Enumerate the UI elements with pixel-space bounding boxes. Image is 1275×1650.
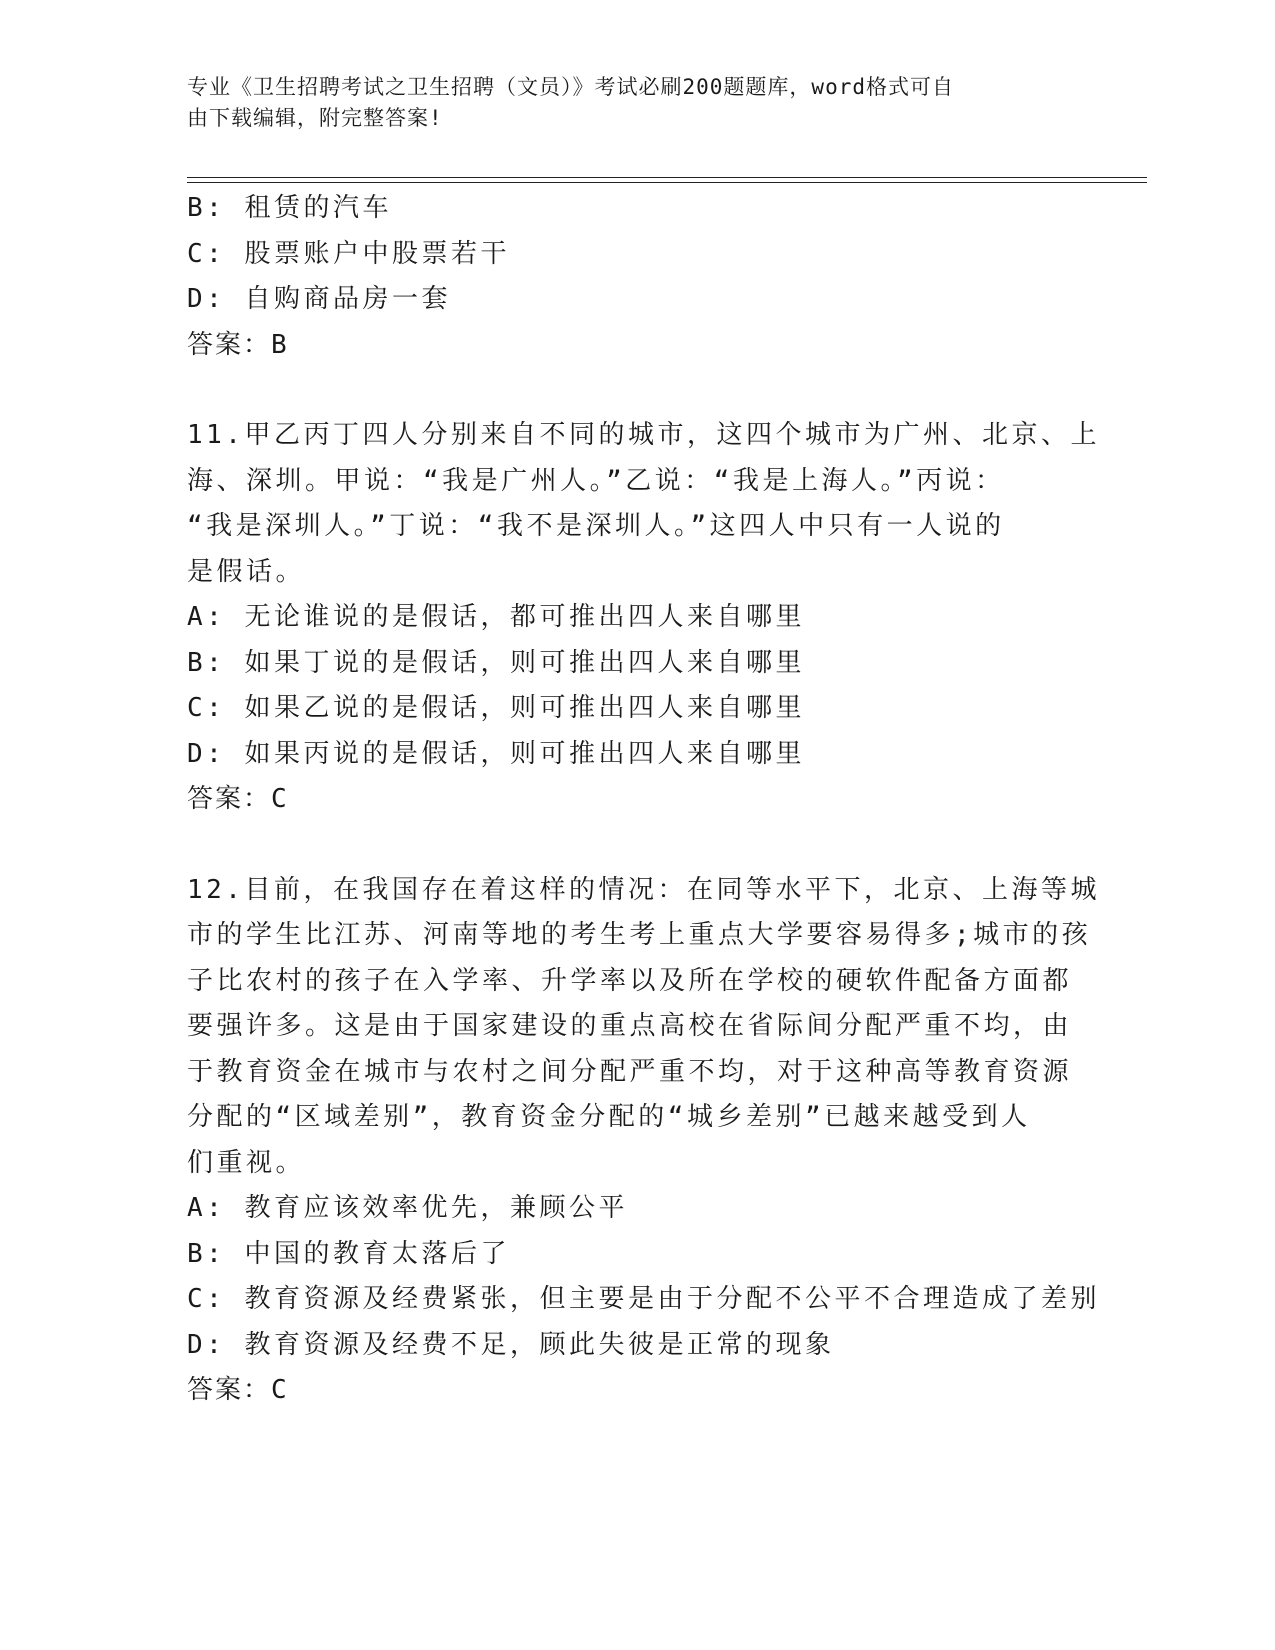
header-line-1: 专业《卫生招聘考试之卫生招聘（文员）》考试必刷200题题库，word格式可自: [187, 75, 954, 99]
question-stem-line: 于教育资金在城市与农村之间分配严重不均，对于这种高等教育资源: [187, 1056, 1073, 1087]
option-b: B: 如果丁说的是假话，则可推出四人来自哪里: [187, 647, 805, 678]
option-a: A: 无论谁说的是假话，都可推出四人来自哪里: [187, 602, 805, 632]
question-stem-line: 海、深圳。甲说：“我是广州人。”乙说：“我是上海人。”丙说：: [187, 465, 1005, 496]
header-divider-top: [187, 177, 1147, 178]
question-stem-line: 要强许多。这是由于国家建设的重点高校在省际间分配严重不均，由: [187, 1011, 1073, 1041]
option-d: D: 自购商品房一套: [187, 284, 451, 314]
answer: 答案：C: [187, 784, 289, 814]
question-stem-line: 是假话。: [187, 556, 306, 587]
question-11: [187, 413, 1100, 823]
document-header: [187, 72, 1067, 134]
question-stem-line: 11.甲乙丙丁四人分别来自不同的城市，这四个城市为广州、北京、上: [187, 420, 1100, 450]
option-d: D: 如果丙说的是假话，则可推出四人来自哪里: [187, 738, 805, 769]
option-c: C: 教育资源及经费紧张，但主要是由于分配不公平不合理造成了差别: [187, 1284, 1100, 1314]
question-stem-line: 分配的“区域差别”，教育资金分配的“城乡差别”已越来越受到人: [187, 1102, 1031, 1132]
question-stem-line: “我是深圳人。”丁说：“我不是深圳人。”这四人中只有一人说的: [187, 511, 1005, 541]
option-b: B: 中国的教育太落后了: [187, 1238, 510, 1269]
header-line-2: 由下载编辑，附完整答案!: [187, 106, 443, 130]
spacer: [187, 368, 1087, 413]
document-body: [187, 186, 1100, 1414]
question-stem-line: 子比农村的孩子在入学率、升学率以及所在学校的硬软件配备方面都: [187, 965, 1073, 996]
spacer: [187, 823, 1087, 868]
answer: 答案：C: [187, 1375, 289, 1405]
question-stem-line: 市的学生比江苏、河南等地的考生考上重点大学要容易得多;城市的孩: [187, 920, 1092, 950]
option-c: C: 股票账户中股票若干: [187, 238, 510, 269]
answer: 答案：B: [187, 329, 289, 360]
option-a: A: 教育应该效率优先，兼顾公平: [187, 1193, 628, 1223]
header-divider-bottom: [187, 182, 1147, 183]
previous-question-tail: [187, 186, 1087, 368]
option-c: C: 如果乙说的是假话，则可推出四人来自哪里: [187, 693, 805, 723]
question-12: [187, 868, 1100, 1414]
option-d: D: 教育资源及经费不足，顾此失彼是正常的现象: [187, 1329, 835, 1360]
question-stem-line: 12.目前，在我国存在着这样的情况：在同等水平下，北京、上海等城: [187, 874, 1100, 905]
question-stem-line: 们重视。: [187, 1147, 306, 1178]
option-b: B: 租赁的汽车: [187, 193, 392, 223]
